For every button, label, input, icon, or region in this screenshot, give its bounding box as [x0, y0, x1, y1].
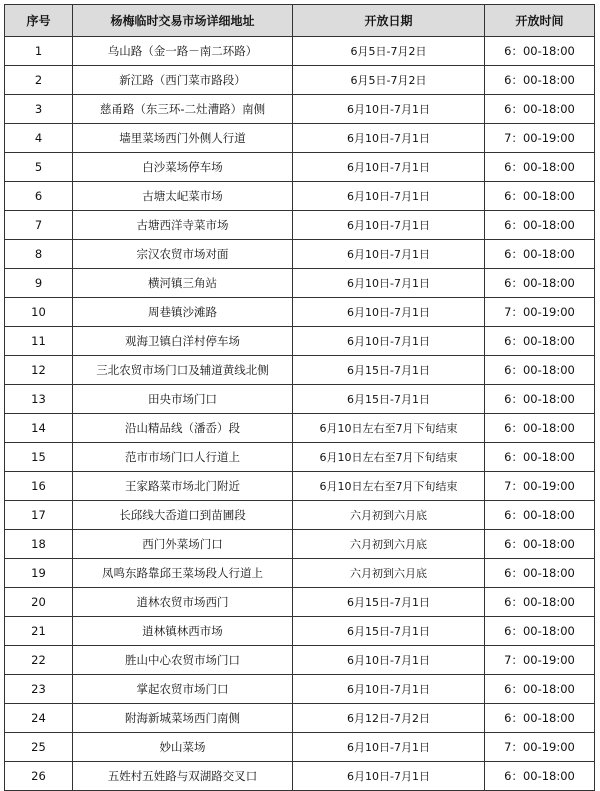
- cell-address: 周巷镇沙滩路: [73, 298, 293, 327]
- cell-index: 2: [5, 66, 73, 95]
- cell-index: 8: [5, 240, 73, 269]
- cell-open-dates: 6月10日-7月1日: [293, 95, 485, 124]
- cell-open-hours: 6：00-18:00: [485, 559, 595, 588]
- cell-open-dates: 6月10日-7月1日: [293, 762, 485, 791]
- cell-address: 田央市场门口: [73, 385, 293, 414]
- cell-index: 25: [5, 733, 73, 762]
- cell-address: 西门外菜场门口: [73, 530, 293, 559]
- cell-open-dates: 6月15日-7月1日: [293, 588, 485, 617]
- cell-address: 五姓村五姓路与双湖路交叉口: [73, 762, 293, 791]
- cell-open-dates: 6月10日-7月1日: [293, 182, 485, 211]
- cell-open-hours: 7：00-19:00: [485, 124, 595, 153]
- table-row: [5, 414, 595, 443]
- cell-index: 17: [5, 501, 73, 530]
- table-row: [5, 356, 595, 385]
- header-open-hours: 开放时间: [485, 5, 595, 37]
- cell-open-hours: 6：00-18:00: [485, 762, 595, 791]
- table-row: [5, 385, 595, 414]
- cell-index: 12: [5, 356, 73, 385]
- cell-address: 古塘西洋寺菜市场: [73, 211, 293, 240]
- cell-open-dates: 6月10日-7月1日: [293, 124, 485, 153]
- cell-open-dates: 6月12日-7月2日: [293, 704, 485, 733]
- cell-index: 23: [5, 675, 73, 704]
- table-row: [5, 762, 595, 791]
- cell-address: 长邱线大岙道口到苗圃段: [73, 501, 293, 530]
- cell-open-dates: 六月初到六月底: [293, 501, 485, 530]
- cell-address: 慈甬路（东三环-二灶漕路）南侧: [73, 95, 293, 124]
- cell-open-dates: 6月10日-7月1日: [293, 211, 485, 240]
- table-row: [5, 443, 595, 472]
- header-row: [5, 5, 595, 37]
- table-row: [5, 530, 595, 559]
- cell-open-hours: 6：00-18:00: [485, 240, 595, 269]
- cell-open-dates: 6月10日左右至7月下旬结束: [293, 472, 485, 501]
- cell-address: 凤鸣东路靠邱王菜场段人行道上: [73, 559, 293, 588]
- cell-address: 胜山中心农贸市场门口: [73, 646, 293, 675]
- market-schedule-table: [4, 4, 595, 791]
- table-row: [5, 646, 595, 675]
- cell-open-dates: 六月初到六月底: [293, 559, 485, 588]
- cell-open-hours: 6：00-18:00: [485, 501, 595, 530]
- cell-index: 3: [5, 95, 73, 124]
- cell-address: 乌山路（金一路－南二环路）: [73, 37, 293, 66]
- cell-open-dates: 6月5日-7月2日: [293, 66, 485, 95]
- cell-address: 王家路菜市场北门附近: [73, 472, 293, 501]
- table-row: [5, 66, 595, 95]
- cell-open-dates: 6月10日-7月1日: [293, 675, 485, 704]
- table-row: [5, 95, 595, 124]
- table-row: [5, 182, 595, 211]
- cell-open-hours: 6：00-18:00: [485, 211, 595, 240]
- table-row: [5, 704, 595, 733]
- cell-open-hours: 6：00-18:00: [485, 153, 595, 182]
- cell-open-hours: 7：00-19:00: [485, 733, 595, 762]
- table-row: [5, 298, 595, 327]
- cell-open-dates: 六月初到六月底: [293, 530, 485, 559]
- cell-open-dates: 6月5日-7月2日: [293, 37, 485, 66]
- cell-open-dates: 6月10日-7月1日: [293, 153, 485, 182]
- cell-open-hours: 7：00-19:00: [485, 646, 595, 675]
- cell-index: 21: [5, 617, 73, 646]
- cell-open-dates: 6月15日-7月1日: [293, 356, 485, 385]
- cell-address: 墙里菜场西门外侧人行道: [73, 124, 293, 153]
- cell-address: 附海新城菜场西门南侧: [73, 704, 293, 733]
- header-index: 序号: [5, 5, 73, 37]
- cell-open-dates: 6月10日-7月1日: [293, 733, 485, 762]
- cell-index: 10: [5, 298, 73, 327]
- cell-address: 白沙菜场停车场: [73, 153, 293, 182]
- cell-index: 4: [5, 124, 73, 153]
- cell-open-hours: 7：00-19:00: [485, 298, 595, 327]
- cell-open-dates: 6月10日-7月1日: [293, 298, 485, 327]
- table-row: [5, 211, 595, 240]
- table-row: [5, 733, 595, 762]
- cell-open-hours: 7：00-19:00: [485, 472, 595, 501]
- cell-open-dates: 6月15日-7月1日: [293, 617, 485, 646]
- cell-open-dates: 6月10日-7月1日: [293, 327, 485, 356]
- cell-open-hours: 6：00-18:00: [485, 327, 595, 356]
- table-row: [5, 501, 595, 530]
- table-row: [5, 588, 595, 617]
- cell-address: 逍林农贸市场西门: [73, 588, 293, 617]
- table-row: [5, 37, 595, 66]
- cell-index: 24: [5, 704, 73, 733]
- cell-open-hours: 6：00-18:00: [485, 704, 595, 733]
- cell-index: 1: [5, 37, 73, 66]
- cell-open-dates: 6月15日-7月1日: [293, 385, 485, 414]
- cell-open-hours: 6：00-18:00: [485, 414, 595, 443]
- table-row: [5, 124, 595, 153]
- market-schedule-table-wrapper: [4, 4, 595, 791]
- cell-open-hours: 6：00-18:00: [485, 443, 595, 472]
- header-open-dates: 开放日期: [293, 5, 485, 37]
- cell-open-hours: 6：00-18:00: [485, 385, 595, 414]
- cell-index: 5: [5, 153, 73, 182]
- cell-index: 6: [5, 182, 73, 211]
- cell-open-dates: 6月10日-7月1日: [293, 269, 485, 298]
- table-row: [5, 327, 595, 356]
- cell-open-hours: 6：00-18:00: [485, 66, 595, 95]
- cell-open-hours: 6：00-18:00: [485, 356, 595, 385]
- cell-index: 16: [5, 472, 73, 501]
- cell-index: 11: [5, 327, 73, 356]
- cell-open-hours: 6：00-18:00: [485, 37, 595, 66]
- cell-open-dates: 6月10日-7月1日: [293, 646, 485, 675]
- cell-address: 逍林镇林西市场: [73, 617, 293, 646]
- cell-index: 22: [5, 646, 73, 675]
- cell-open-dates: 6月10日左右至7月下旬结束: [293, 443, 485, 472]
- cell-address: 观海卫镇白洋村停车场: [73, 327, 293, 356]
- cell-index: 26: [5, 762, 73, 791]
- table-row: [5, 675, 595, 704]
- cell-index: 20: [5, 588, 73, 617]
- table-row: [5, 240, 595, 269]
- cell-index: 19: [5, 559, 73, 588]
- cell-address: 三北农贸市场门口及辅道黄线北侧: [73, 356, 293, 385]
- cell-open-hours: 6：00-18:00: [485, 530, 595, 559]
- cell-index: 9: [5, 269, 73, 298]
- table-row: [5, 269, 595, 298]
- cell-open-hours: 6：00-18:00: [485, 588, 595, 617]
- cell-index: 15: [5, 443, 73, 472]
- cell-open-hours: 6：00-18:00: [485, 182, 595, 211]
- cell-address: 新江路（西门菜市路段）: [73, 66, 293, 95]
- table-row: [5, 559, 595, 588]
- cell-open-hours: 6：00-18:00: [485, 675, 595, 704]
- cell-address: 横河镇三角站: [73, 269, 293, 298]
- table-row: [5, 617, 595, 646]
- cell-address: 范市市场门口人行道上: [73, 443, 293, 472]
- cell-open-hours: 6：00-18:00: [485, 95, 595, 124]
- cell-open-dates: 6月10日-7月1日: [293, 240, 485, 269]
- table-row: [5, 153, 595, 182]
- cell-open-hours: 6：00-18:00: [485, 269, 595, 298]
- cell-index: 7: [5, 211, 73, 240]
- cell-open-dates: 6月10日左右至7月下旬结束: [293, 414, 485, 443]
- cell-open-hours: 6：00-18:00: [485, 617, 595, 646]
- cell-index: 14: [5, 414, 73, 443]
- header-address: 杨梅临时交易市场详细地址: [73, 5, 293, 37]
- cell-index: 13: [5, 385, 73, 414]
- table-body: [5, 37, 595, 791]
- cell-address: 沿山精品线（潘岙）段: [73, 414, 293, 443]
- cell-address: 古塘太屺菜市场: [73, 182, 293, 211]
- table-row: [5, 472, 595, 501]
- cell-address: 妙山菜场: [73, 733, 293, 762]
- cell-address: 掌起农贸市场门口: [73, 675, 293, 704]
- cell-address: 宗汉农贸市场对面: [73, 240, 293, 269]
- cell-index: 18: [5, 530, 73, 559]
